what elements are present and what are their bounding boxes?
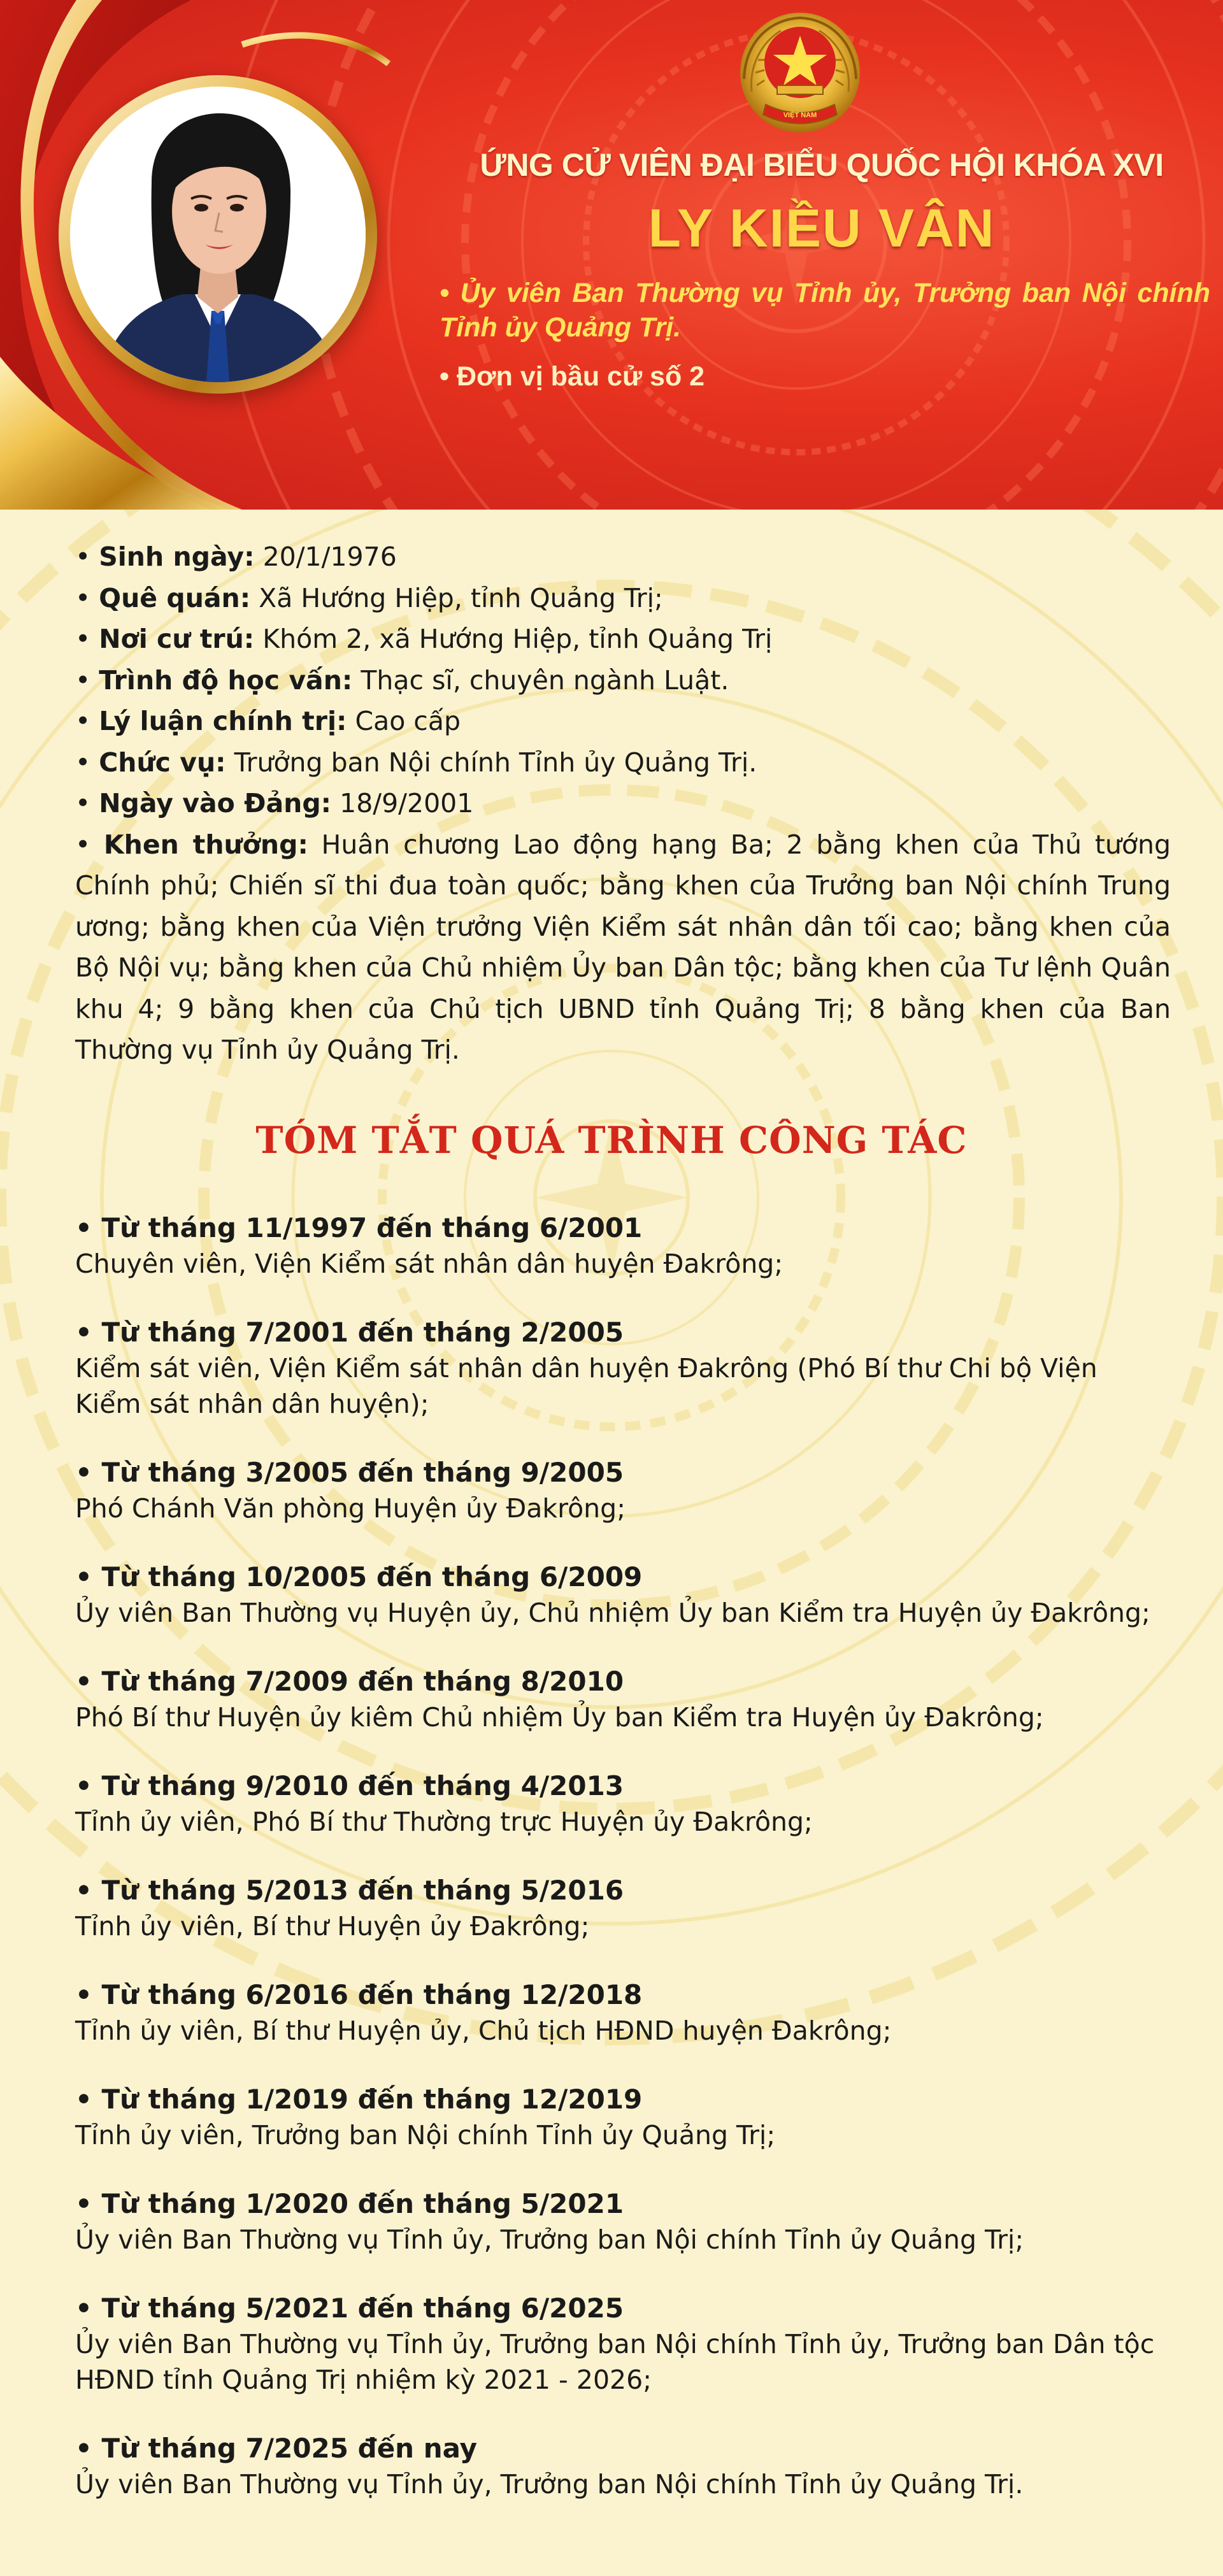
timeline-description: Kiểm sát viên, Viện Kiểm sát nhân dân huyện Đakrông (Phó Bí thư Chi bộ Viện Kiểm sát nhân dân huyện); bbox=[75, 1353, 1098, 1419]
timeline-period: • Từ tháng 1/2019 đến tháng 12/2019 bbox=[75, 2084, 643, 2115]
timeline-description: Tỉnh ủy viên, Bí thư Huyện ủy Đakrông; bbox=[75, 1911, 590, 1942]
bio-political-theory: • Lý luận chính trị: Cao cấp bbox=[75, 706, 461, 736]
career-timeline bbox=[75, 1210, 1171, 2535]
timeline-item bbox=[75, 2431, 1171, 2502]
timeline-item bbox=[75, 1455, 1171, 1526]
national-emblem-icon bbox=[733, 9, 868, 144]
timeline-item bbox=[75, 1977, 1171, 2049]
timeline-period: • Từ tháng 10/2005 đến tháng 6/2009 bbox=[75, 1561, 643, 1592]
header-banner bbox=[0, 0, 1223, 510]
timeline-period: • Từ tháng 1/2020 đến tháng 5/2021 bbox=[75, 2188, 624, 2219]
timeline-description: Phó Chánh Văn phòng Huyện ủy Đakrông; bbox=[75, 1493, 626, 1524]
timeline-period: • Từ tháng 9/2010 đến tháng 4/2013 bbox=[75, 1770, 624, 1801]
timeline-period: • Từ tháng 11/1997 đến tháng 6/2001 bbox=[75, 1212, 643, 1243]
timeline-period: • Từ tháng 7/2025 đến nay bbox=[75, 2433, 478, 2464]
bio-residence: • Nơi cư trú: Khóm 2, xã Hướng Hiệp, tỉnh Quảng Trị bbox=[75, 624, 773, 654]
bio-section bbox=[75, 536, 1171, 1071]
bio-birthdate: • Sinh ngày: 20/1/1976 bbox=[75, 541, 397, 572]
election-title: ỨNG CỬ VIÊN ĐẠI BIỂU QUỐC HỘI KHÓA XVI bbox=[480, 147, 1164, 183]
timeline-item bbox=[75, 1873, 1171, 1944]
timeline-period: • Từ tháng 3/2005 đến tháng 9/2005 bbox=[75, 1457, 624, 1488]
emblem-ribbon-text: VIỆT NAM bbox=[783, 111, 817, 119]
timeline-item bbox=[75, 1768, 1171, 1840]
timeline-item bbox=[75, 2082, 1171, 2153]
timeline-description: Tỉnh ủy viên, Trưởng ban Nội chính Tỉnh ủy Quảng Trị; bbox=[75, 2120, 776, 2150]
timeline-period: • Từ tháng 6/2016 đến tháng 12/2018 bbox=[75, 1979, 643, 2010]
timeline-period: • Từ tháng 7/2001 đến tháng 2/2005 bbox=[75, 1317, 624, 1348]
candidate-name: LY KIỀU VÂN bbox=[648, 198, 996, 258]
header-text-block bbox=[433, 147, 1210, 392]
timeline-item bbox=[75, 1210, 1171, 1282]
timeline-description: Chuyên viên, Viện Kiểm sát nhân dân huyện Đakrông; bbox=[75, 1249, 783, 1279]
timeline-description: Ủy viên Ban Thường vụ Tỉnh ủy, Trưởng ban Nội chính Tỉnh ủy, Trưởng ban Dân tộc HĐND tỉnh Quảng Trị nhiệm kỳ 2021 - 2026; bbox=[75, 2329, 1155, 2395]
timeline-item bbox=[75, 1664, 1171, 1735]
timeline-item bbox=[75, 2291, 1171, 2398]
timeline-period: • Từ tháng 7/2009 đến tháng 8/2010 bbox=[75, 1666, 624, 1697]
bio-party-join-date: • Ngày vào Đảng: 18/9/2001 bbox=[75, 788, 474, 819]
timeline-description: Tỉnh ủy viên, Bí thư Huyện ủy, Chủ tịch HĐND huyện Đakrông; bbox=[75, 2015, 892, 2046]
timeline-item bbox=[75, 1559, 1171, 1631]
bio-position: • Chức vụ: Trưởng ban Nội chính Tỉnh ủy Quảng Trị. bbox=[75, 747, 757, 778]
timeline-description: Ủy viên Ban Thường vụ Huyện ủy, Chủ nhiệm Ủy ban Kiểm tra Huyện ủy Đakrông; bbox=[75, 1598, 1150, 1628]
bio-hometown: • Quê quán: Xã Hướng Hiệp, tỉnh Quảng Trị; bbox=[75, 582, 663, 613]
timeline-item bbox=[75, 2186, 1171, 2258]
portrait-frame bbox=[59, 75, 377, 394]
career-section-title: TÓM TẮT QUÁ TRÌNH CÔNG TÁC bbox=[255, 1119, 968, 1162]
timeline-item bbox=[75, 1315, 1171, 1422]
bio-awards: • Khen thưởng: Huân chương Lao động hạng Ba; 2 bằng khen của Thủ tướng Chính phủ; Chiến sĩ thi đua toàn quốc; bằng khen của Trưởng ban Nội chính Trung ương; bằng khen của Viện trưởng Viện Kiểm sát nhân dân tối cao; bằng khen của Bộ Nội vụ; bằng khen của Chủ nhiệm Ủy ban Dân tộc; bằng khen của Tư lệnh Quân khu 4; 9 bằng khen của Chủ tịch UBND tỉnh Quảng Trị; 8 bằng khen của Ban Thường vụ Tỉnh ủy Quảng Trị. bbox=[75, 829, 1171, 1065]
electoral-district: • Đơn vị bầu cử số 2 bbox=[440, 361, 705, 392]
candidate-position: • Ủy viên Ban Thường vụ Tỉnh ủy, Trưởng ban Nội chính Tỉnh ủy Quảng Trị. bbox=[440, 278, 1210, 343]
timeline-description: Ủy viên Ban Thường vụ Tỉnh ủy, Trưởng ban Nội chính Tỉnh ủy Quảng Trị; bbox=[75, 2224, 1024, 2255]
timeline-description: Ủy viên Ban Thường vụ Tỉnh ủy, Trưởng ban Nội chính Tỉnh ủy Quảng Trị. bbox=[75, 2469, 1024, 2500]
timeline-period: • Từ tháng 5/2021 đến tháng 6/2025 bbox=[75, 2293, 624, 2324]
timeline-description: Phó Bí thư Huyện ủy kiêm Chủ nhiệm Ủy ban Kiểm tra Huyện ủy Đakrông; bbox=[75, 1702, 1044, 1733]
bio-education: • Trình độ học vấn: Thạc sĩ, chuyên ngành Luật. bbox=[75, 664, 729, 696]
timeline-period: • Từ tháng 5/2013 đến tháng 5/2016 bbox=[75, 1875, 624, 1906]
timeline-description: Tỉnh ủy viên, Phó Bí thư Thường trực Huyện ủy Đakrông; bbox=[75, 1807, 813, 1837]
candidate-portrait bbox=[70, 87, 366, 382]
